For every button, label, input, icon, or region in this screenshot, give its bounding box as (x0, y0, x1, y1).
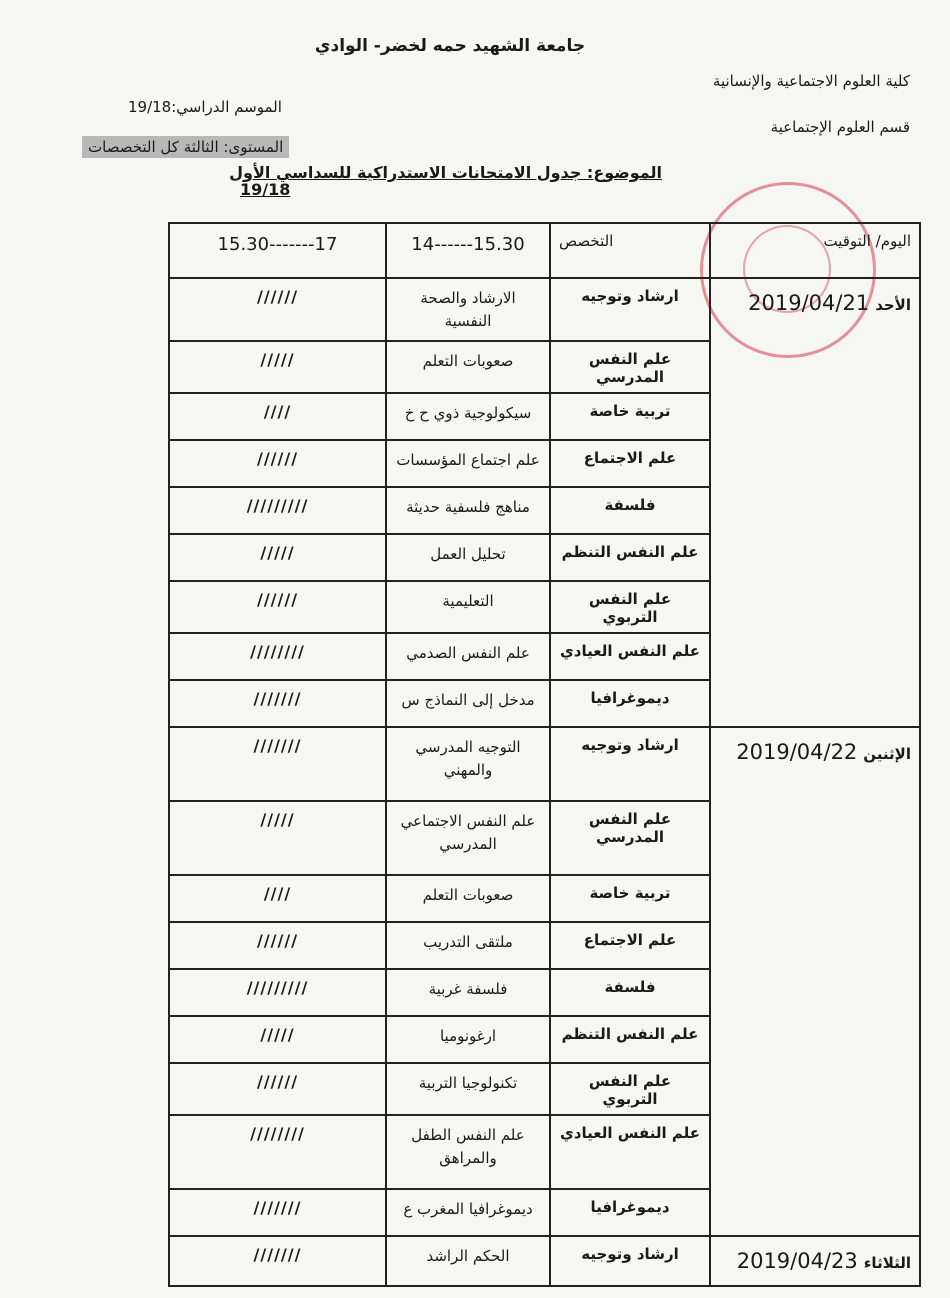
specialty-cell (550, 1236, 710, 1286)
specialty-text: علم الاجتماع (583, 930, 677, 949)
subject-slot1-cell (386, 633, 550, 680)
specialty-text: فلسفة (604, 495, 656, 514)
subject-slot2-text: ////// (256, 930, 299, 950)
specialty-text: علم النفس التنظم (561, 542, 699, 561)
subject-slot2-text: ///////// (246, 977, 309, 997)
document-subject: الموضوع: جدول الامتحانات الاستدراكية للسداسي الأول (229, 163, 662, 182)
subject-slot1-cell (386, 875, 550, 922)
university-name: جامعة الشهيد حمه لخضر- الوادي (314, 36, 586, 56)
specialty-cell (550, 341, 710, 393)
subject-slot1-cell (386, 534, 550, 581)
header-slot2 (169, 223, 386, 278)
specialty-cell (550, 1016, 710, 1063)
subject-slot1-cell (386, 278, 550, 341)
day-name: الأحد (875, 296, 911, 314)
exam-schedule-table (168, 222, 921, 1287)
subject-slot2-cell (169, 341, 386, 393)
subject-slot2-text: //////// (250, 641, 305, 661)
subject-slot2-cell (169, 1115, 386, 1189)
specialty-cell (550, 680, 710, 727)
subject-slot1-text: تحليل العمل (430, 544, 506, 563)
day-label (711, 728, 919, 776)
table-row (169, 278, 920, 341)
day-date: 2019/04/22 (736, 739, 858, 764)
subject-slot1-cell (386, 393, 550, 440)
subject-slot2-cell (169, 440, 386, 487)
subject-slot2-text: //////// (250, 1123, 305, 1143)
subject-slot1-text: فلسفة غربية (428, 979, 508, 998)
day-cell (710, 1236, 920, 1286)
subject-slot1-text: مدخل إلى النماذج س (401, 690, 535, 709)
header-slot2-label: 15.30-------17 (217, 234, 338, 255)
specialty-text: علم النفس المدرسي (588, 809, 672, 846)
subject-slot1-cell (386, 1236, 550, 1286)
subject-slot2-cell (169, 801, 386, 875)
subject-slot1-cell (386, 440, 550, 487)
subject-slot2-cell (169, 1016, 386, 1063)
subject-slot2-text: ////// (256, 1071, 299, 1091)
subject-slot2-cell (169, 727, 386, 801)
subject-slot2-cell (169, 487, 386, 534)
subject-slot2-cell (169, 1189, 386, 1236)
department-name: قسم العلوم الإجتماعية (770, 118, 910, 136)
specialty-text: ارشاد وتوجيه (581, 735, 679, 754)
specialty-text: علم النفس المدرسي (588, 349, 672, 386)
day-cell (710, 727, 920, 1236)
subject-slot1-text: الحكم الراشد (426, 1246, 510, 1265)
subject-slot1-text: صعوبات التعلم (422, 885, 514, 904)
subject-slot1-cell (386, 1115, 550, 1189)
subject-slot2-cell (169, 534, 386, 581)
subject-slot1-cell (386, 487, 550, 534)
subject-slot2-cell (169, 922, 386, 969)
subject-slot2-text: ///// (260, 542, 295, 562)
specialty-text: ارشاد وتوجيه (581, 1244, 679, 1263)
faculty-name: كلية العلوم الاجتماعية والإنسانية (712, 72, 910, 90)
subject-slot1-cell (386, 801, 550, 875)
table-row (169, 727, 920, 801)
day-cell (710, 278, 920, 727)
day-name: الثلاثاء (863, 1253, 911, 1272)
specialty-text: ارشاد وتوجيه (581, 287, 679, 305)
subject-slot1-text: التعليمية (442, 591, 494, 610)
study-level: المستوى: الثالثة كل التخصصات (82, 136, 289, 158)
subject-slot2-text: ///// (260, 1024, 295, 1044)
subject-slot2-cell (169, 278, 386, 341)
specialty-cell (550, 440, 710, 487)
specialty-text: علم النفس التنظم (561, 1024, 699, 1043)
specialty-text: تربية خاصة (589, 883, 671, 902)
header-slot1-label: 14------15.30 (411, 234, 525, 255)
specialty-cell (550, 278, 710, 341)
table-row (169, 1236, 920, 1286)
header-day-time-label: اليوم/ التوقيت (823, 232, 911, 250)
subject-slot2-cell (169, 581, 386, 633)
table-header-row (169, 223, 920, 278)
day-label (711, 279, 919, 327)
specialty-text: ديموغرافيا (590, 688, 670, 707)
header-specialty (550, 223, 710, 278)
specialty-text: علم النفس العيادي (560, 641, 700, 660)
subject-slot1-text: ديموغرافيا المغرب ع (403, 1199, 533, 1218)
subject-slot1-text: سيكولوجية ذوي ح خ (404, 403, 532, 422)
day-label (711, 1237, 919, 1285)
subject-slot2-cell (169, 633, 386, 680)
subject-slot2-cell (169, 393, 386, 440)
subject-slot2-text: ////// (256, 287, 299, 306)
subject-slot1-cell (386, 922, 550, 969)
specialty-cell (550, 534, 710, 581)
document-subject-year: 19/18 (240, 180, 291, 199)
subject-slot2-cell (169, 1063, 386, 1115)
subject-slot2-text: ////// (256, 448, 299, 468)
specialty-text: تربية خاصة (589, 401, 671, 420)
subject-slot1-cell (386, 1189, 550, 1236)
subject-slot1-cell (386, 969, 550, 1016)
subject-slot1-text: علم النفس الصدمي (406, 643, 530, 662)
specialty-cell (550, 969, 710, 1016)
subject-slot1-text: صعوبات التعلم (422, 351, 514, 370)
specialty-cell (550, 633, 710, 680)
subject-slot1-cell (386, 727, 550, 801)
specialty-cell (550, 393, 710, 440)
subject-slot2-text: /////// (253, 735, 302, 755)
specialty-text: علم النفس التربوي (588, 589, 672, 626)
specialty-text: علم النفس العيادي (560, 1123, 700, 1142)
subject-slot1-cell (386, 1063, 550, 1115)
subject-slot1-text: التوجيه المدرسي والمهني (415, 737, 521, 779)
subject-slot1-cell (386, 680, 550, 727)
specialty-text: فلسفة (604, 977, 656, 996)
subject-slot1-cell (386, 341, 550, 393)
specialty-text: ديموغرافيا (590, 1197, 670, 1216)
subject-slot1-text: الارشاد والصحة النفسية (420, 289, 516, 331)
subject-slot2-text: /////// (253, 1244, 302, 1264)
day-name: الإثنين (863, 744, 911, 763)
specialty-cell (550, 801, 710, 875)
specialty-cell (550, 1115, 710, 1189)
header-slot1 (386, 223, 550, 278)
subject-slot1-text: ملتقى التدريب (423, 932, 513, 951)
specialty-text: علم الاجتماع (583, 448, 677, 467)
subject-slot1-text: ارغونوميا (439, 1026, 497, 1045)
day-date: 2019/04/21 (748, 291, 870, 315)
specialty-cell (550, 581, 710, 633)
subject-slot2-cell (169, 875, 386, 922)
specialty-cell (550, 1189, 710, 1236)
subject-slot1-text: مناهج فلسفية حديثة (406, 497, 530, 516)
subject-slot1-cell (386, 581, 550, 633)
specialty-cell (550, 922, 710, 969)
specialty-cell (550, 875, 710, 922)
subject-slot1-text: علم النفس الطفل والمراهق (411, 1125, 525, 1167)
subject-slot2-text: //// (263, 401, 292, 421)
academic-season: الموسم الدراسي:19/18 (128, 98, 282, 116)
day-date: 2019/04/23 (736, 1248, 858, 1273)
subject-slot2-text: ////// (256, 589, 299, 609)
subject-slot2-text: ///// (260, 809, 295, 829)
subject-slot2-text: ///////// (246, 495, 309, 515)
header-specialty-label: التخصص (559, 232, 614, 250)
subject-slot1-text: تكنولوجيا التربية (418, 1073, 518, 1092)
subject-slot2-cell (169, 969, 386, 1016)
subject-slot2-text: //// (263, 883, 292, 903)
specialty-cell (550, 487, 710, 534)
subject-slot2-text: ///// (260, 349, 295, 369)
specialty-text: علم النفس التربوي (588, 1071, 672, 1108)
subject-slot2-text: /////// (253, 1197, 302, 1217)
subject-slot2-cell (169, 1236, 386, 1286)
specialty-cell (550, 1063, 710, 1115)
subject-slot2-text: /////// (253, 688, 302, 708)
subject-slot2-cell (169, 680, 386, 727)
subject-slot1-text: علم النفس الاجتماعي المدرسي (400, 811, 536, 853)
specialty-cell (550, 727, 710, 801)
header-day-time (710, 223, 920, 278)
subject-slot1-cell (386, 1016, 550, 1063)
subject-slot1-text: علم اجتماع المؤسسات (396, 450, 540, 469)
